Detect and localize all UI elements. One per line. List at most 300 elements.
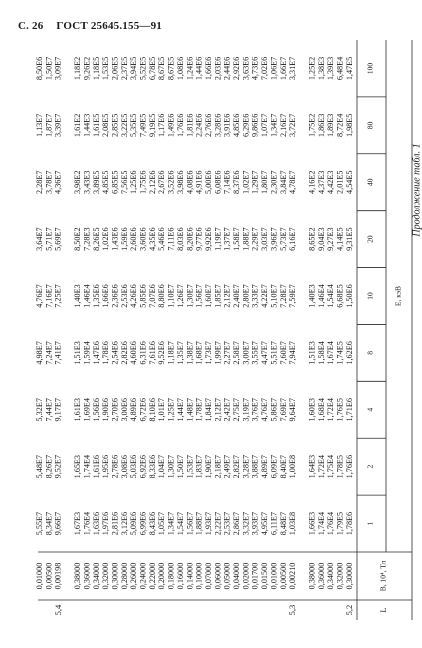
flux-value: 4,26E6 [129, 284, 139, 308]
flux-value: 8,43E6 [147, 511, 157, 536]
flux-value: 1,66E6 [101, 284, 111, 308]
standard-code: ГОСТ 25645.155—91 [56, 20, 163, 32]
l-value: 5,3 [287, 604, 298, 616]
flux-value: 1,25E6 [129, 170, 139, 194]
flux-value: 1,54E7 [175, 511, 185, 536]
flux-value: 3,08E6 [119, 454, 129, 479]
flux-value: 5,03E6 [129, 454, 139, 479]
flux-value: 3,09E7 [53, 56, 63, 81]
b-value: 0,01500 [260, 562, 270, 590]
flux-value: 3,22E5 [119, 113, 129, 138]
flux-value: 7,02E6 [260, 56, 270, 81]
flux-value: 3,55E7 [250, 341, 260, 365]
b-value: 0,22000 [147, 562, 157, 590]
b-value: 0,04000 [232, 562, 242, 590]
flux-value: 3,89E5 [91, 170, 101, 194]
flux-value: 5,73E7 [278, 227, 288, 251]
flux-value: 5,55E7 [35, 511, 45, 536]
flux-value: 3,60E6 [138, 227, 148, 251]
flux-value: 4,76E7 [35, 284, 45, 308]
flux-value: 5,46E6 [157, 227, 167, 251]
flux-value: 9,86E6 [250, 113, 260, 138]
b-value: 0,01700 [250, 562, 260, 590]
flux-value: 7,24E7 [44, 341, 54, 365]
flux-value: 3,96E7 [269, 227, 279, 251]
flux-value: 4,91E6 [194, 170, 204, 194]
flux-value: 7,69E7 [278, 398, 288, 422]
flux-value: 9,31E5 [344, 227, 354, 251]
flux-value: 3,33E7 [250, 284, 260, 308]
b-value: 0,24000 [138, 562, 148, 590]
flux-value: 1,26E7 [175, 284, 185, 308]
flux-value: 1,98E5 [344, 113, 354, 138]
flux-value: 5,09E6 [129, 511, 139, 536]
flux-value: 7,44E7 [44, 398, 54, 422]
flux-value: 1,80E7 [260, 170, 270, 194]
flux-value: 4,47E7 [260, 341, 270, 365]
flux-value: 4,76E7 [260, 398, 270, 422]
b-value: 0,38000 [307, 562, 317, 590]
flux-value: 2,44E6 [222, 56, 232, 81]
flux-value: 1,48E7 [185, 398, 195, 422]
b-value: 0,20000 [157, 562, 167, 590]
flux-value: 1,07E7 [260, 113, 270, 138]
flux-value: 2,12E6 [147, 170, 157, 194]
flux-value: 4,54E5 [344, 170, 354, 194]
flux-value: 2,49E7 [222, 454, 232, 479]
flux-value: 1,18E7 [166, 341, 176, 365]
flux-value: 1,39E3 [326, 56, 336, 81]
flux-value: 5,48E7 [35, 454, 45, 479]
flux-value: 4,35E6 [147, 227, 157, 251]
flux-value: 5,71E7 [44, 227, 54, 251]
b-value: 0,28000 [119, 562, 129, 590]
flux-value: 1,10E7 [166, 284, 176, 308]
flux-value: 1,54E4 [326, 284, 336, 308]
b-value: 0,16000 [175, 562, 185, 590]
energy-column-header: 8 [365, 351, 375, 355]
b-value: 0,01000 [35, 562, 45, 590]
flux-value: 6,72E6 [138, 398, 148, 422]
flux-value: 1,93E7 [203, 511, 213, 536]
b-value: 0,00500 [278, 562, 288, 590]
flux-value: 2,27E7 [222, 341, 232, 365]
flux-value: 6,92E6 [138, 454, 148, 479]
flux-value: 1,43E6 [110, 227, 120, 251]
flux-value: 8,50E2 [73, 227, 83, 251]
flux-value: 4,89E6 [129, 398, 139, 422]
flux-value: 8,80E6 [157, 284, 167, 308]
flux-value: 2,22E7 [213, 511, 223, 536]
flux-value: 1,86E3 [316, 113, 326, 138]
b-value: 0,10000 [194, 562, 204, 590]
b-value: 0,30000 [110, 562, 120, 590]
flux-value: 7,14E6 [222, 170, 232, 194]
flux-value: 1,78E6 [344, 511, 354, 536]
flux-value: 3,93E7 [250, 511, 260, 536]
flux-value: 1,78E7 [194, 398, 204, 422]
flux-value: 9,77E6 [194, 227, 204, 251]
flux-value: 2,92E6 [232, 56, 242, 81]
flux-value: 1,67E4 [326, 341, 336, 365]
flux-value: 3,03E7 [260, 227, 270, 251]
flux-value: 2,80E7 [241, 284, 251, 308]
flux-value: 1,58E7 [232, 227, 242, 251]
flux-value: 4,22E7 [260, 284, 270, 308]
flux-value: 7,11E6 [166, 227, 176, 251]
flux-value: 9,66E7 [53, 511, 63, 536]
flux-value: 6,09E7 [269, 454, 279, 479]
flux-value: 2,53E7 [222, 511, 232, 536]
flux-value: 5,85E6 [138, 284, 148, 308]
flux-value: 1,99E7 [213, 341, 223, 365]
flux-value: 1,13E7 [35, 113, 45, 138]
l-value: 5,2 [343, 604, 354, 616]
flux-value: 1,72E4 [316, 454, 326, 479]
flux-value: 2,12E7 [213, 398, 223, 422]
flux-value: 1,44E3 [82, 113, 92, 138]
flux-value: 9,19E5 [147, 113, 157, 138]
flux-value: 3,19E7 [241, 398, 251, 422]
flux-value: 2,78E6 [110, 454, 120, 479]
flux-value: 4,14E5 [335, 227, 345, 251]
flux-value: 1,78E6 [101, 341, 111, 365]
flux-value: 1,25E2 [307, 56, 317, 81]
flux-value: 7,49E5 [138, 113, 148, 138]
b-value: 0,36000 [82, 562, 92, 590]
flux-value: 1,30E7 [185, 284, 195, 308]
flux-value: 2,76E6 [203, 113, 213, 138]
flux-value: 3,00E6 [119, 398, 129, 422]
flux-value: 2,30E7 [269, 170, 279, 194]
flux-value: 1,87E7 [44, 113, 54, 138]
flux-value: 6,68E5 [335, 284, 345, 308]
flux-value: 1,74E4 [316, 511, 326, 536]
flux-value: 3,72E7 [288, 113, 298, 138]
flux-value: 8,72E4 [335, 113, 345, 138]
flux-value: 2,60E6 [129, 227, 139, 251]
flux-value: 1,35E7 [175, 341, 185, 365]
flux-value: 4,78E7 [288, 170, 298, 194]
flux-value: 1,02E7 [241, 170, 251, 194]
b-value: 0,06000 [213, 562, 223, 590]
flux-value: 3,98E6 [175, 170, 185, 194]
flux-value: 3,64E7 [35, 227, 45, 251]
flux-value: 8,48E7 [278, 511, 288, 536]
flux-value: 1,61E6 [91, 454, 101, 479]
flux-value: 4,89E7 [260, 454, 270, 479]
b-value: 0,18000 [166, 562, 176, 590]
flux-value: 1,73E7 [203, 341, 213, 365]
flux-value: 7,60E7 [278, 341, 288, 365]
b-value: 0,32000 [335, 562, 345, 590]
flux-value: 1,37E7 [222, 227, 232, 251]
flux-value: 1,08E6 [175, 56, 185, 81]
b-value: 0,38000 [73, 562, 83, 590]
flux-value: 3,28E7 [241, 454, 251, 479]
flux-value: 2,58E7 [232, 341, 242, 365]
flux-value: 6,48E4 [335, 56, 345, 81]
b-value: 0,07000 [203, 562, 213, 590]
flux-value: 6,29E6 [241, 113, 251, 138]
flux-value: 9,26E2 [82, 56, 92, 81]
flux-value: 3,88E7 [250, 454, 260, 479]
flux-value: 8,34E7 [44, 511, 54, 536]
flux-value: 1,84E7 [203, 398, 213, 422]
flux-value: 1,74E4 [82, 454, 92, 479]
flux-value: 2,70E6 [110, 398, 120, 422]
flux-value: 1,18E2 [73, 56, 83, 81]
flux-value: 8,50E6 [35, 56, 45, 81]
flux-value: 3,00E7 [241, 341, 251, 365]
flux-value: 6,31E6 [138, 341, 148, 365]
flux-value: 2,82E7 [232, 454, 242, 479]
flux-value: 7,28E7 [278, 284, 288, 308]
flux-value: 3,31E7 [288, 56, 298, 81]
flux-value: 3,63E6 [241, 56, 251, 81]
flux-value: 5,51E7 [269, 341, 279, 365]
flux-value: 6,08E6 [213, 170, 223, 194]
flux-value: 1,05E7 [157, 511, 167, 536]
flux-value: 8,40E7 [278, 454, 288, 479]
flux-value: 4,73E6 [250, 56, 260, 81]
flux-value: 1,66E3 [307, 511, 317, 536]
flux-value: 1,76E4 [326, 511, 336, 536]
energy-column-header: 40 [365, 178, 375, 186]
flux-value: 5,52E5 [138, 56, 148, 81]
flux-value: 2,18E7 [213, 454, 223, 479]
page-number: С. 26 [18, 20, 44, 32]
flux-value: 1,97E6 [101, 511, 111, 536]
column-header-l: L [377, 607, 388, 613]
flux-value: 1,51E3 [73, 341, 83, 365]
flux-value: 3,78E7 [44, 170, 54, 194]
flux-value: 2,40E7 [232, 284, 242, 308]
flux-value: 1,60E7 [203, 284, 213, 308]
flux-value: 1,02E6 [101, 227, 111, 251]
flux-value: 1,90E7 [203, 454, 213, 479]
flux-value: 1,51E3 [307, 341, 317, 365]
flux-value: 1,74E5 [335, 341, 345, 365]
b-value: 0,00500 [44, 562, 54, 590]
flux-value: 1,81E6 [185, 113, 195, 138]
flux-value: 4,85E6 [232, 113, 242, 138]
flux-value: 2,08E5 [101, 113, 111, 138]
flux-value: 1,19E7 [213, 227, 223, 251]
b-value: 0,05000 [222, 562, 232, 590]
flux-value: 3,12E6 [119, 511, 129, 536]
energy-column-header: 100 [365, 62, 375, 75]
flux-value: 2,53E6 [119, 284, 129, 308]
flux-value: 7,56E5 [119, 170, 129, 194]
flux-value: 2,01E5 [335, 170, 345, 194]
b-value: 0,34000 [326, 562, 336, 590]
flux-value: 1,56E6 [91, 398, 101, 422]
flux-value: 1,63E6 [91, 511, 101, 536]
flux-value: 1,06E7 [269, 56, 279, 81]
flux-value: 3,32E7 [241, 511, 251, 536]
flux-value: 1,89E3 [326, 113, 336, 138]
flux-value: 2,03E6 [213, 56, 223, 81]
flux-value: 3,52E6 [166, 170, 176, 194]
flux-value: 2,12E7 [222, 284, 232, 308]
flux-value: 3,39E7 [53, 113, 63, 138]
flux-value: 2,85E5 [110, 113, 120, 138]
flux-value: 9,92E6 [203, 227, 213, 251]
flux-value: 1,61E5 [91, 113, 101, 138]
flux-value: 1,47E5 [344, 56, 354, 81]
flux-value: 1,49E6 [166, 113, 176, 138]
flux-value: 8,10E6 [147, 398, 157, 422]
flux-value: 8,20E6 [185, 227, 195, 251]
continuation-note: Продолжение табл. 1 [411, 143, 422, 237]
b-value: 0,34000 [91, 562, 101, 590]
flux-value: 8,37E6 [232, 170, 242, 194]
flux-value: 7,59E7 [288, 284, 298, 308]
flux-value: 9,17E7 [53, 398, 63, 422]
flux-value: 1,53E5 [101, 56, 111, 81]
b-value: 0,00210 [288, 562, 298, 590]
flux-value: 1,72E4 [326, 398, 336, 422]
flux-value: 5,00E6 [203, 170, 213, 194]
flux-value: 1,17E6 [157, 113, 167, 138]
flux-value: 1,46E4 [316, 284, 326, 308]
flux-value: 1,24E6 [185, 56, 195, 81]
flux-value: 1,75E4 [326, 454, 336, 479]
flux-value: 1,50E7 [44, 56, 54, 81]
flux-value: 1,75E6 [138, 170, 148, 194]
flux-value: 1,64E3 [307, 454, 317, 479]
b-value: 0,32000 [101, 562, 111, 590]
b-value: 0,01000 [269, 562, 279, 590]
flux-value: 1,59E6 [119, 227, 129, 251]
flux-value: 1,00E8 [288, 454, 298, 479]
flux-value: 3,98E2 [73, 170, 83, 194]
flux-value: 1,50E6 [344, 284, 354, 308]
flux-value: 3,94E5 [129, 56, 139, 81]
flux-value: 1,04E7 [157, 454, 167, 479]
flux-value: 1,01E7 [157, 398, 167, 422]
flux-value: 2,75E7 [232, 398, 242, 422]
flux-value: 1,88E7 [241, 227, 251, 251]
energy-column-header: 2 [365, 464, 375, 469]
flux-value: 3,28E6 [213, 113, 223, 138]
flux-value: 9,64E7 [288, 398, 298, 422]
flux-value: 2,16E7 [278, 113, 288, 138]
flux-value: 1,38E7 [185, 341, 195, 365]
flux-value: 7,25E7 [53, 284, 63, 308]
b-value: 0,30000 [344, 562, 354, 590]
flux-value: 6,78E5 [147, 56, 157, 81]
flux-value: 1,67E3 [73, 511, 83, 536]
flux-value: 6,16E7 [288, 227, 298, 251]
flux-value: 1,85E7 [213, 284, 223, 308]
flux-value: 4,37E3 [316, 170, 326, 194]
energy-column-header: 10 [365, 292, 375, 300]
flux-value: 1,47E6 [91, 341, 101, 365]
flux-value: 3,76E7 [250, 398, 260, 422]
flux-value: 1,18E5 [91, 56, 101, 81]
flux-value: 6,85E5 [110, 170, 120, 194]
flux-value: 1,25E7 [166, 398, 176, 422]
flux-value: 8,26E7 [44, 454, 54, 479]
column-header-energy: E, кэВ [393, 285, 403, 307]
page-header [18, 20, 418, 34]
flux-value: 1,56E7 [185, 511, 195, 536]
flux-value: 4,36E7 [53, 170, 63, 194]
column-header-b: B, 10⁴, Тл [378, 560, 388, 592]
flux-value: 1,40E3 [73, 284, 83, 308]
flux-value: 7,41E7 [53, 341, 63, 365]
flux-value: 1,76E5 [335, 398, 345, 422]
b-value: 0,02000 [241, 562, 251, 590]
flux-value: 1,88E7 [194, 511, 204, 536]
flux-value: 6,99E6 [138, 511, 148, 536]
flux-value: 5,86E7 [269, 398, 279, 422]
b-value: 0,14000 [185, 562, 195, 590]
flux-value: 2,81E6 [110, 511, 120, 536]
flux-value: 1,68E4 [316, 398, 326, 422]
flux-value: 1,68E7 [194, 341, 204, 365]
flux-value: 5,69E7 [53, 227, 63, 251]
flux-value: 8,33E6 [147, 454, 157, 479]
energy-column-header: 20 [365, 235, 375, 243]
flux-value: 1,29E7 [250, 170, 260, 194]
flux-value: 1,30E7 [166, 454, 176, 479]
flux-value: 1,78E5 [335, 454, 345, 479]
flux-value: 1,46E4 [82, 284, 92, 308]
flux-value: 1,38E3 [316, 56, 326, 81]
flux-value: 2,37E5 [119, 56, 129, 81]
flux-value: 1,03E8 [288, 511, 298, 536]
flux-value: 2,86E7 [232, 511, 242, 536]
flux-value: 8,67E5 [157, 56, 167, 81]
flux-value: 8,03E6 [175, 227, 185, 251]
flux-value: 4,95E7 [260, 511, 270, 536]
flux-value: 1,66E7 [278, 56, 288, 81]
flux-value: 4,08E6 [185, 170, 195, 194]
flux-value: 5,32E7 [35, 398, 45, 422]
flux-value: 1,61E3 [73, 398, 83, 422]
flux-value: 7,07E6 [147, 284, 157, 308]
energy-column-header: 1 [365, 521, 375, 526]
flux-value: 4,42E3 [326, 170, 336, 194]
flux-value: 1,65E3 [73, 454, 83, 479]
flux-value: 4,60E6 [129, 341, 139, 365]
flux-value: 7,61E6 [147, 341, 157, 365]
flux-value: 1,58E4 [316, 341, 326, 365]
flux-value: 1,79E5 [335, 511, 345, 536]
flux-value: 1,76E6 [175, 113, 185, 138]
b-value: 0,00198 [53, 562, 63, 590]
flux-value: 1,35E6 [91, 284, 101, 308]
flux-value: 1,62E6 [344, 341, 354, 365]
flux-value: 9,27E3 [326, 227, 336, 251]
flux-value: 2,42E7 [222, 398, 232, 422]
flux-value: 1,53E7 [185, 454, 195, 479]
flux-value: 9,52E7 [53, 454, 63, 479]
flux-value: 1,56E7 [194, 284, 204, 308]
flux-value: 6,11E7 [269, 511, 279, 536]
flux-value: 1,95E6 [101, 454, 111, 479]
flux-value: 1,76E6 [344, 454, 354, 479]
b-value: 0,36000 [316, 562, 326, 590]
flux-value: 1,61E2 [73, 113, 83, 138]
flux-value: 8,67E5 [166, 56, 176, 81]
flux-value: 2,67E6 [157, 170, 167, 194]
flux-value: 7,94E7 [288, 341, 298, 365]
flux-value: 1,69E4 [82, 398, 92, 422]
